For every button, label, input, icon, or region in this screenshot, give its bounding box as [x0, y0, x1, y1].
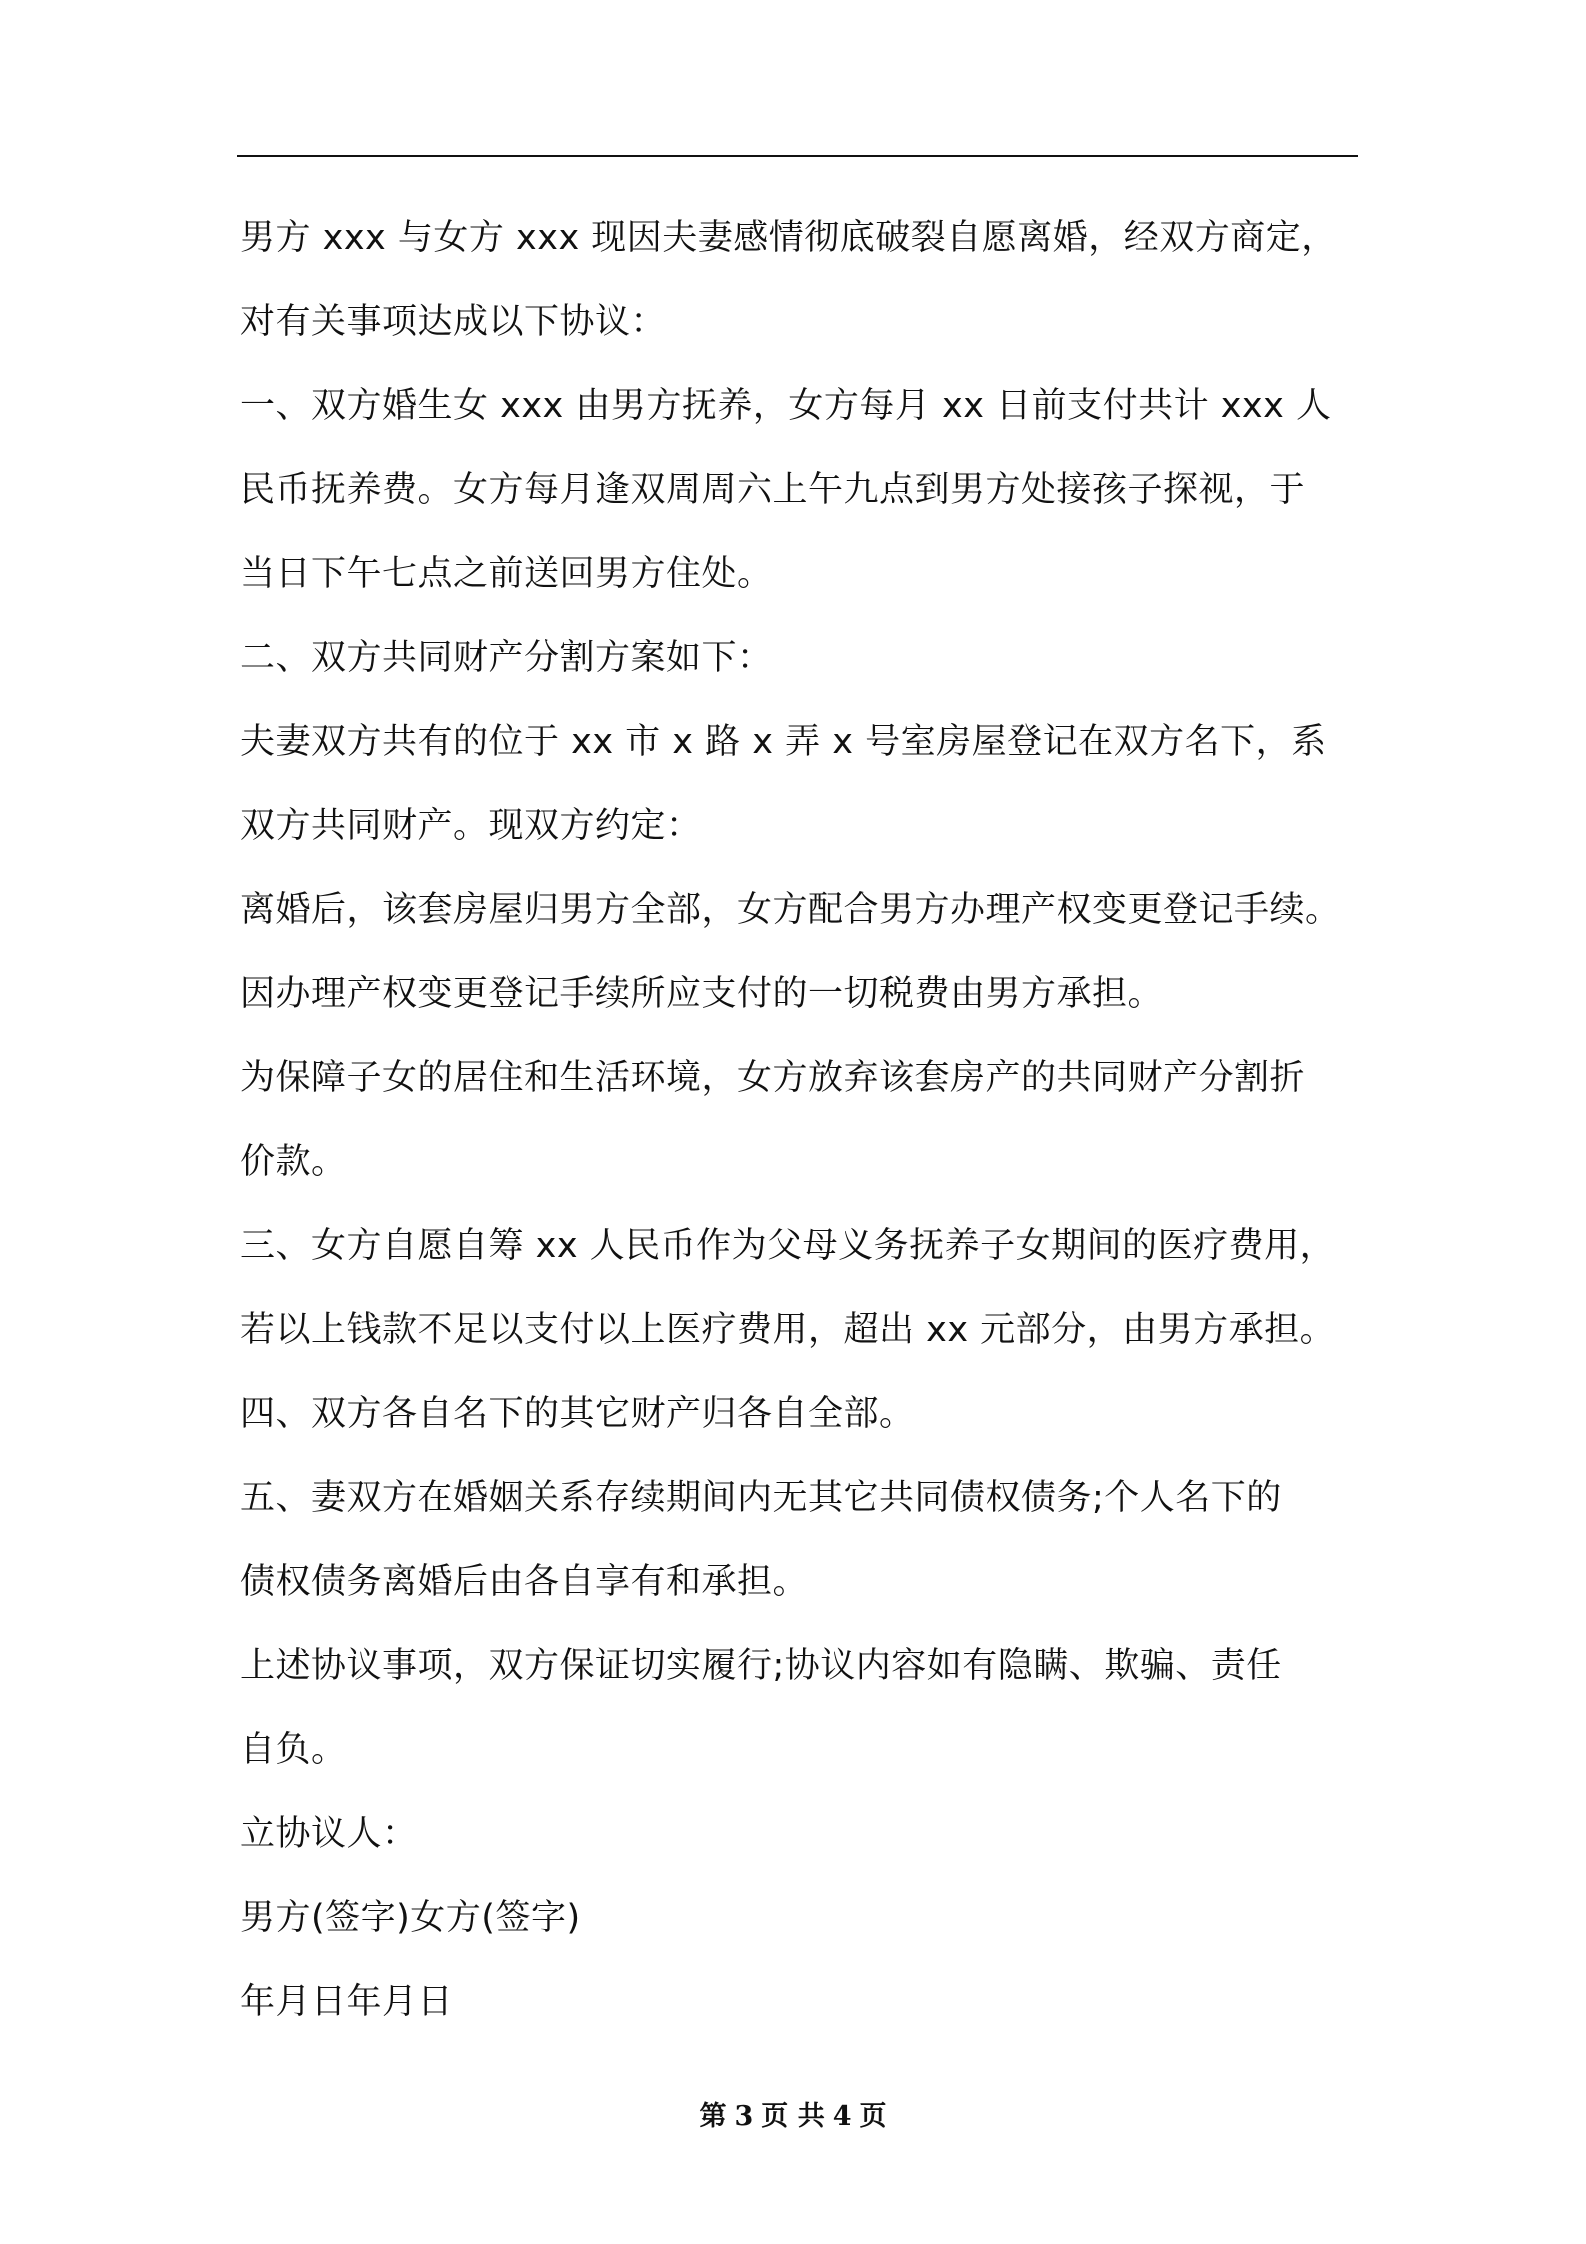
page-prefix: 第 — [699, 2101, 727, 2132]
text-line: 对有关事项达成以下协议： — [240, 302, 667, 342]
header-rule — [237, 155, 1358, 157]
page-middle-text: 页 共 — [761, 2101, 825, 2132]
page-suffix: 页 — [859, 2101, 887, 2132]
text-line: 四、双方各自名下的其它财产归各自全部。 — [240, 1394, 915, 1434]
text-line: 男方 xxx 与女方 xxx 现因夫妻感情彻底破裂自愿离婚，经双方商定， — [240, 218, 1337, 258]
current-page-number: 3 — [734, 2101, 754, 2132]
text-line: 一、双方婚生女 xxx 由男方抚养，女方每月 xx 日前支付共计 xxx 人 — [240, 386, 1332, 426]
text-line: 民币抚养费。女方每月逢双周周六上午九点到男方处接孩子探视，于 — [240, 470, 1306, 510]
text-line: 自负。 — [240, 1730, 347, 1770]
text-line: 夫妻双方共有的位于 xx 市 x 路 x 弄 x 号室房屋登记在双方名下，系 — [240, 722, 1327, 762]
text-line: 五、妻双方在婚姻关系存续期间内无其它共同债权债务;个人名下的 — [240, 1478, 1282, 1518]
text-line: 上述协议事项，双方保证切实履行;协议内容如有隐瞒、欺骗、责任 — [240, 1646, 1282, 1686]
text-line: 二、双方共同财产分割方案如下： — [240, 638, 773, 678]
text-line: 价款。 — [240, 1142, 347, 1182]
text-line: 当日下午七点之前送回男方住处。 — [240, 554, 773, 594]
document-body — [240, 196, 1370, 2044]
text-line: 男方(签字)女方(签字) — [240, 1898, 581, 1938]
text-line: 债权债务离婚后由各自享有和承担。 — [240, 1562, 809, 1602]
text-line: 双方共同财产。现双方约定： — [240, 806, 702, 846]
page-number-footer — [0, 2094, 1586, 2133]
text-line: 离婚后，该套房屋归男方全部，女方配合男方办理产权变更登记手续。 — [240, 890, 1341, 930]
text-line: 为保障子女的居住和生活环境，女方放弃该套房产的共同财产分割折 — [240, 1058, 1306, 1098]
text-line: 若以上钱款不足以支付以上医疗费用，超出 xx 元部分，由男方承担。 — [240, 1310, 1336, 1350]
text-line: 因办理产权变更登记手续所应支付的一切税费由男方承担。 — [240, 974, 1164, 1014]
text-line: 立协议人： — [240, 1814, 418, 1854]
text-line: 年月日年月日 — [240, 1982, 454, 2022]
text-line: 三、女方自愿自筹 xx 人民币作为父母义务抚养子女期间的医疗费用， — [240, 1226, 1336, 1266]
total-pages-number: 4 — [832, 2101, 852, 2132]
